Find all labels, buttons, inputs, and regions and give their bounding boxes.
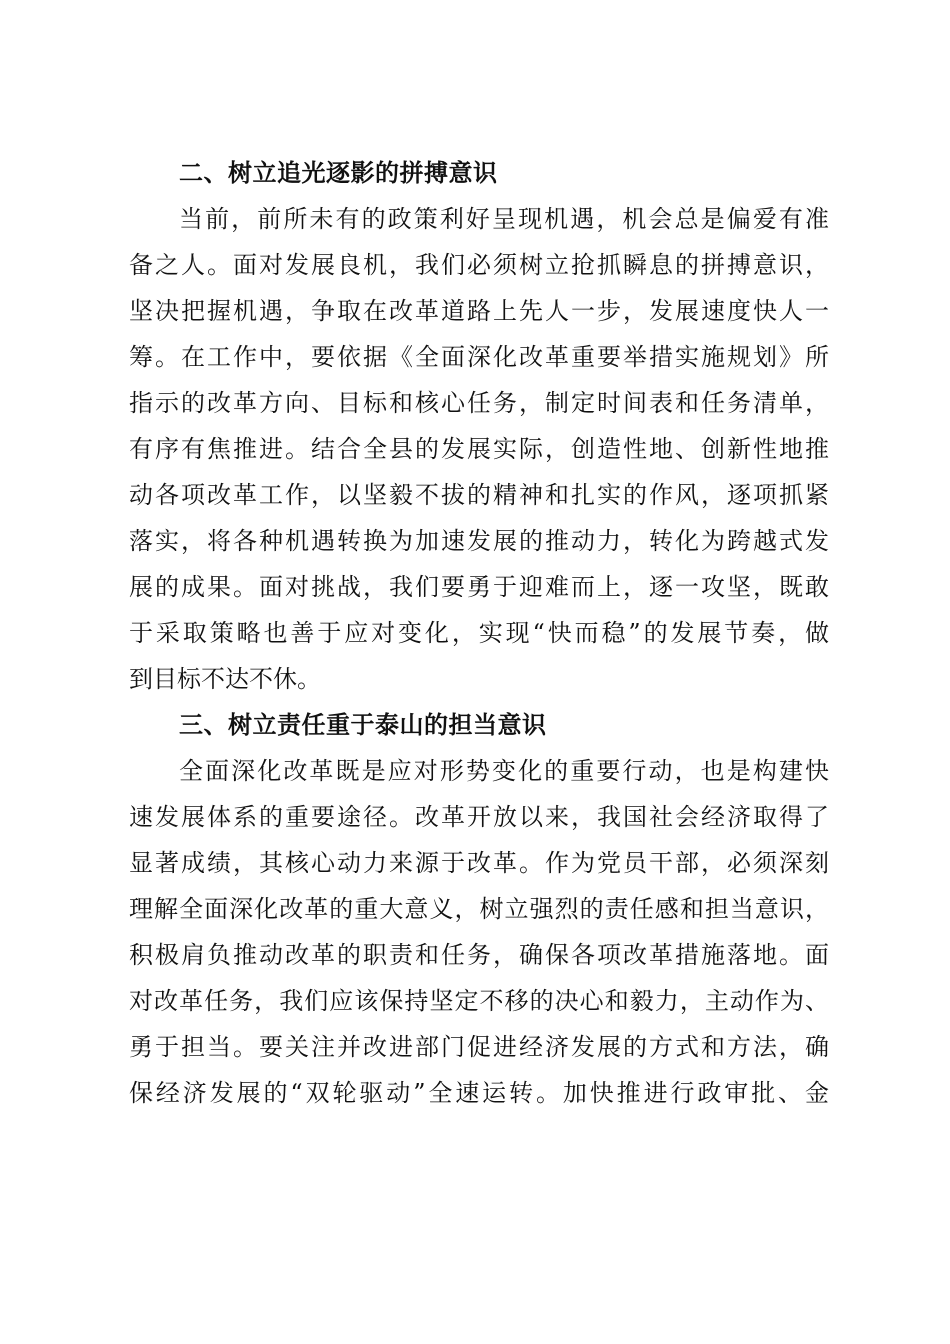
paragraph-line: 指示的改革方向、目标和核心任务，制定时间表和任务清单， bbox=[129, 389, 829, 417]
paragraph-line: 当前，前所未有的政策利好呈现机遇，机会总是偏爱有准 bbox=[179, 205, 829, 233]
paragraph-line: 保经济发展的“双轮驱动”全速运转。加快推进行政审批、金 bbox=[129, 1079, 829, 1107]
paragraph-line: 落实，将各种机遇转换为加速发展的推动力，转化为跨越式发 bbox=[129, 527, 829, 555]
paragraph-line: 显著成绩，其核心动力来源于改革。作为党员干部，必须深刻 bbox=[129, 849, 829, 877]
paragraph-line: 坚决把握机遇，争取在改革道路上先人一步，发展速度快人一 bbox=[129, 297, 829, 325]
paragraph-line: 有序有焦推进。结合全县的发展实际，创造性地、创新性地推 bbox=[129, 435, 829, 463]
paragraph-line: 筹。在工作中，要依据《全面深化改革重要举措实施规划》所 bbox=[129, 343, 829, 371]
paragraph-line: 动各项改革工作，以坚毅不拔的精神和扎实的作风，逐项抓紧 bbox=[129, 481, 829, 509]
paragraph-line: 备之人。面对发展良机，我们必须树立抢抓瞬息的拼搏意识， bbox=[129, 251, 829, 279]
section-heading-3: 三、树立责任重于泰山的担当意识 bbox=[179, 711, 547, 739]
paragraph-line: 展的成果。面对挑战，我们要勇于迎难而上，逐一攻坚，既敢 bbox=[129, 573, 829, 601]
paragraph-line: 速发展体系的重要途径。改革开放以来，我国社会经济取得了 bbox=[129, 803, 829, 831]
paragraph-line: 积极肩负推动改革的职责和任务，确保各项改革措施落地。面 bbox=[129, 941, 829, 969]
paragraph-line: 于采取策略也善于应对变化，实现“快而稳”的发展节奏，做 bbox=[129, 619, 829, 647]
document-body bbox=[129, 150, 829, 1116]
section-heading-2: 二、树立追光逐影的拼搏意识 bbox=[179, 159, 498, 187]
paragraph-line: 勇于担当。要关注并改进部门促进经济发展的方式和方法，确 bbox=[129, 1033, 829, 1061]
paragraph-line: 到目标不达不休。 bbox=[129, 665, 321, 693]
paragraph-line: 对改革任务，我们应该保持坚定不移的决心和毅力，主动作为、 bbox=[129, 987, 829, 1015]
paragraph-line: 全面深化改革既是应对形势变化的重要行动，也是构建快 bbox=[179, 757, 829, 785]
paragraph-line: 理解全面深化改革的重大意义，树立强烈的责任感和担当意识， bbox=[129, 895, 829, 923]
